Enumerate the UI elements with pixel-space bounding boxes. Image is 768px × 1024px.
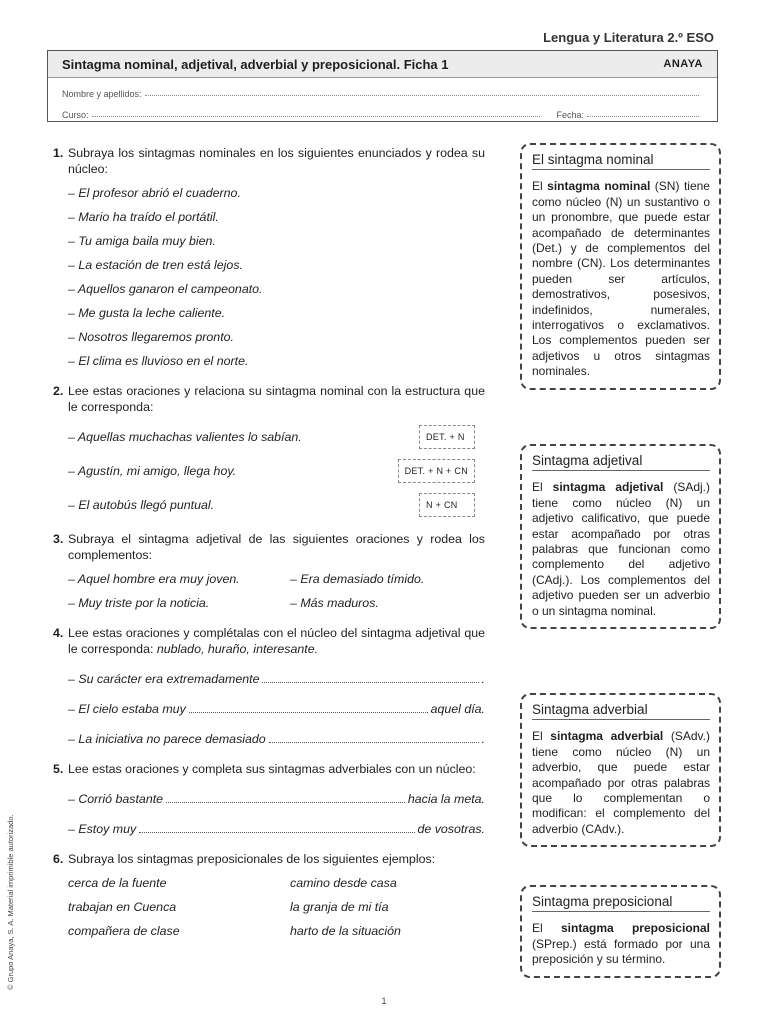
- structure-box[interactable]: DET. + N + CN: [398, 459, 475, 483]
- list-item: harto de la situación: [290, 924, 401, 938]
- term: sintagma adjetival: [552, 480, 664, 495]
- worksheet-header-box: [47, 50, 718, 122]
- exercise-6: [53, 851, 485, 939]
- info-box-title: Sintagma adjetival: [532, 453, 710, 471]
- fill-after: hacia la meta.: [407, 792, 485, 806]
- list-item: camino desde casa: [290, 876, 397, 890]
- course-date-row: [48, 99, 717, 120]
- fill-before: – El cielo estaba muy: [68, 702, 186, 716]
- info-box-body: [532, 921, 710, 967]
- list-item: – El clima es lluvioso en el norte.: [68, 354, 249, 368]
- exercise-1: [53, 145, 485, 369]
- fill-before: – Corrió bastante: [68, 792, 164, 806]
- body-post: (SAdv.) tiene como núcleo (N) un adverbio, que puede estar acompañado por otras palabras que lo complementan o modifican: el complemento del adverbio (CAdv.).: [532, 729, 710, 836]
- exercise-2: [53, 383, 485, 517]
- info-box-title: Sintagma preposicional: [532, 894, 710, 912]
- exercise-grid: [68, 571, 485, 611]
- fill-blank[interactable]: [139, 832, 414, 833]
- list-item: – La estación de tren está lejos.: [68, 258, 243, 272]
- match-sentence: – El autobús llegó puntual.: [68, 498, 215, 512]
- structure-box[interactable]: N + CN: [419, 493, 475, 517]
- list-item: – Aquellos ganaron el campeonato.: [68, 282, 263, 296]
- exercise-instruction: Lee estas oraciones y relaciona su sintagma nominal con la estructura que le corresponda:: [68, 384, 485, 414]
- word-options: nublado, huraño, interesante.: [156, 642, 319, 656]
- exercise-number: 2.: [53, 384, 64, 398]
- fill-row: [68, 821, 485, 837]
- body-post: (SAdj.) tiene como núcleo (N) un adjetivo calificativo, que puede estar acompañado por otras palabras que funcionan como complemento del adjetivo (CAdj.). Los complementos del adjetivo pueden ser un adverbio o un sintagma nominal.: [532, 480, 710, 618]
- fill-before: – La iniciativa no parece demasiado: [68, 732, 266, 746]
- fill-after: .: [481, 732, 485, 746]
- exercise-5: [53, 761, 485, 837]
- term: sintagma adverbial: [550, 729, 664, 744]
- list-item: cerca de la fuente: [68, 876, 167, 890]
- exercise-4: [53, 625, 485, 747]
- sheet-title: Sintagma nominal, adjetival, adverbial y preposicional. Ficha 1: [62, 56, 449, 72]
- match-row: [68, 493, 485, 517]
- fill-after: .: [481, 672, 485, 686]
- structure-box[interactable]: DET. + N: [419, 425, 475, 449]
- exercise-3: [53, 531, 485, 611]
- date-field[interactable]: [587, 116, 699, 117]
- body-post: (SN) tiene como núcleo (N) un sustantivo o un pronombre, que puede estar acompañado de determinantes (Det.) y de complementos del nombre (CN). Los determinantes pueden ser artículos, demostrativos, posesivos, indefinidos, numerales, interrogativos o exclamativos. Los complementos pueden ser adjetivos u otros sintagmas nominales.: [532, 179, 710, 379]
- title-bar: [48, 51, 717, 78]
- body-pre: El: [532, 480, 553, 495]
- publisher-logo: ANAYA: [663, 58, 703, 70]
- match-row: [68, 459, 485, 483]
- exercise-instruction: [68, 625, 485, 657]
- fill-row: [68, 701, 485, 717]
- course-field[interactable]: [92, 116, 541, 117]
- name-field[interactable]: [145, 95, 699, 96]
- fill-row: [68, 791, 485, 807]
- list-item: compañera de clase: [68, 924, 180, 938]
- info-box-nominal: [520, 143, 721, 390]
- list-item: – Tu amiga baila muy bien.: [68, 234, 216, 248]
- name-label: Nombre y apellidos:: [62, 89, 142, 99]
- course-label: Curso:: [62, 110, 89, 120]
- fill-before: – Su carácter era extremadamente: [68, 672, 260, 686]
- copyright-notice: © Grupo Anaya, S. A. Material imprimible autorizado.: [6, 814, 15, 990]
- subject-header: Lengua y Literatura 2.º ESO: [543, 30, 714, 45]
- info-box-body: [532, 480, 710, 619]
- info-box-title: El sintagma nominal: [532, 152, 710, 170]
- fill-after: aquel día.: [430, 702, 485, 716]
- info-box-body: [532, 729, 710, 837]
- date-label: Fecha:: [556, 110, 584, 120]
- info-box-adverbial: [520, 693, 721, 847]
- fill-blank[interactable]: [166, 802, 405, 803]
- exercise-number: 1.: [53, 146, 64, 160]
- exercise-grid: [68, 875, 485, 939]
- exercise-number: 5.: [53, 762, 64, 776]
- info-box-adjetival: [520, 444, 721, 629]
- list-item: – Muy triste por la noticia.: [68, 596, 210, 610]
- fill-blank[interactable]: [262, 682, 478, 683]
- match-row: [68, 425, 485, 449]
- exercise-number: 4.: [53, 626, 64, 640]
- exercise-instruction: Subraya el sintagma adjetival de las siguientes oraciones y rodea los complementos:: [68, 532, 485, 562]
- exercise-number: 6.: [53, 852, 64, 866]
- body-pre: El: [532, 921, 561, 936]
- exercise-instruction: Lee estas oraciones y completa sus sintagmas adverbiales con un núcleo:: [68, 762, 476, 776]
- term: sintagma nominal: [547, 179, 651, 194]
- exercise-instruction: Subraya los sintagmas nominales en los siguientes enunciados y rodea su núcleo:: [68, 146, 485, 176]
- match-sentence: – Aquellas muchachas valientes lo sabían.: [68, 430, 302, 444]
- term: sintagma preposicional: [560, 921, 710, 936]
- fill-blank[interactable]: [269, 742, 479, 743]
- exercise-number: 3.: [53, 532, 64, 546]
- body-pre: El: [532, 729, 551, 744]
- fill-after: de vosotras.: [417, 822, 485, 836]
- exercise-instruction: Subraya los sintagmas preposicionales de los siguientes ejemplos:: [68, 852, 436, 866]
- list-item: – El profesor abrió el cuaderno.: [68, 186, 241, 200]
- body-pre: El: [532, 179, 548, 194]
- list-item: – Era demasiado tímido.: [290, 572, 425, 586]
- fill-before: – Estoy muy: [68, 822, 137, 836]
- name-row: [48, 78, 717, 99]
- info-box-title: Sintagma adverbial: [532, 702, 710, 720]
- list-item: – Aquel hombre era muy joven.: [68, 572, 240, 586]
- list-item: – Me gusta la leche caliente.: [68, 306, 226, 320]
- info-box-body: [532, 179, 710, 379]
- page-number: 1: [381, 996, 387, 1006]
- list-item: – Mario ha traído el portátil.: [68, 210, 219, 224]
- instruction-text: Lee estas oraciones y complétalas con el núcleo del sintagma adjetival que le corresponda:: [68, 626, 485, 656]
- fill-row: [68, 671, 485, 687]
- match-sentence: – Agustín, mi amigo, llega hoy.: [68, 464, 237, 478]
- list-item: – Más maduros.: [290, 596, 379, 610]
- list-item: trabajan en Cuenca: [68, 900, 177, 914]
- info-box-preposicional: [520, 885, 721, 978]
- exercises-column: [53, 145, 485, 953]
- body-post: (SPrep.) está formado por una preposición y su término.: [532, 936, 710, 967]
- list-item: – Nosotros llegaremos pronto.: [68, 330, 234, 344]
- fill-blank[interactable]: [189, 712, 428, 713]
- fill-row: [68, 731, 485, 747]
- list-item: la granja de mi tía: [290, 900, 389, 914]
